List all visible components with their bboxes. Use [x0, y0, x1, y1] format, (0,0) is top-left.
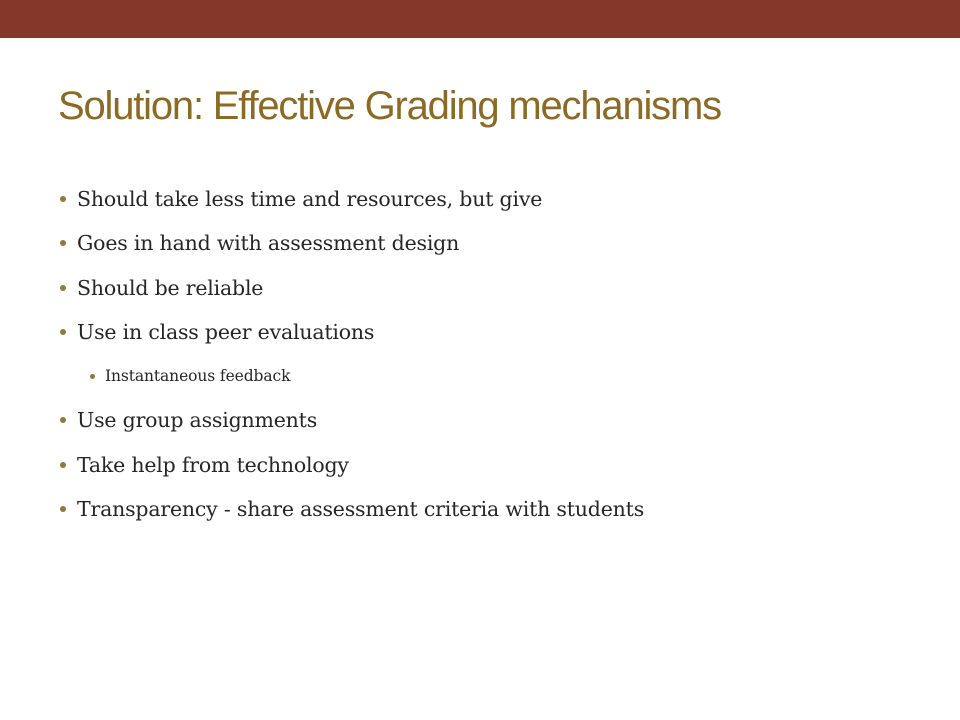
bullet-item — [58, 487, 644, 531]
bullet-text: Use group assignments — [77, 408, 318, 433]
sub-bullet-text: Instantaneous feedback — [105, 367, 291, 386]
bullet-text: Transparency - share assessment criteria with students — [77, 497, 645, 522]
sub-bullet-dot-icon — [90, 374, 95, 379]
sub-bullet-item — [58, 354, 644, 398]
bullet-item — [58, 221, 644, 265]
bullet-item — [58, 398, 644, 442]
bullet-text: Goes in hand with assessment design — [77, 231, 460, 256]
top-accent-band — [0, 0, 960, 38]
bullet-dot-icon — [60, 506, 66, 512]
bullet-dot-icon — [60, 329, 66, 335]
bullet-dot-icon — [60, 196, 66, 202]
bullet-item — [58, 310, 644, 354]
bullet-dot-icon — [60, 417, 66, 423]
bullet-item — [58, 266, 644, 310]
bullet-text: Should take less time and resources, but give — [77, 187, 543, 211]
bullet-dot-icon — [60, 240, 66, 246]
bullet-text: Take help from technology — [77, 452, 349, 477]
bullet-dot-icon — [60, 462, 66, 468]
slide-title: Solution: Effective Grading mechanisms — [58, 84, 721, 128]
bullet-item — [58, 177, 644, 221]
bullet-text: Use in class peer evaluations — [77, 319, 375, 344]
bullet-item — [58, 443, 644, 487]
bullet-dot-icon — [60, 285, 66, 291]
bullet-list — [58, 177, 644, 531]
bullet-text: Should be reliable — [77, 275, 264, 300]
